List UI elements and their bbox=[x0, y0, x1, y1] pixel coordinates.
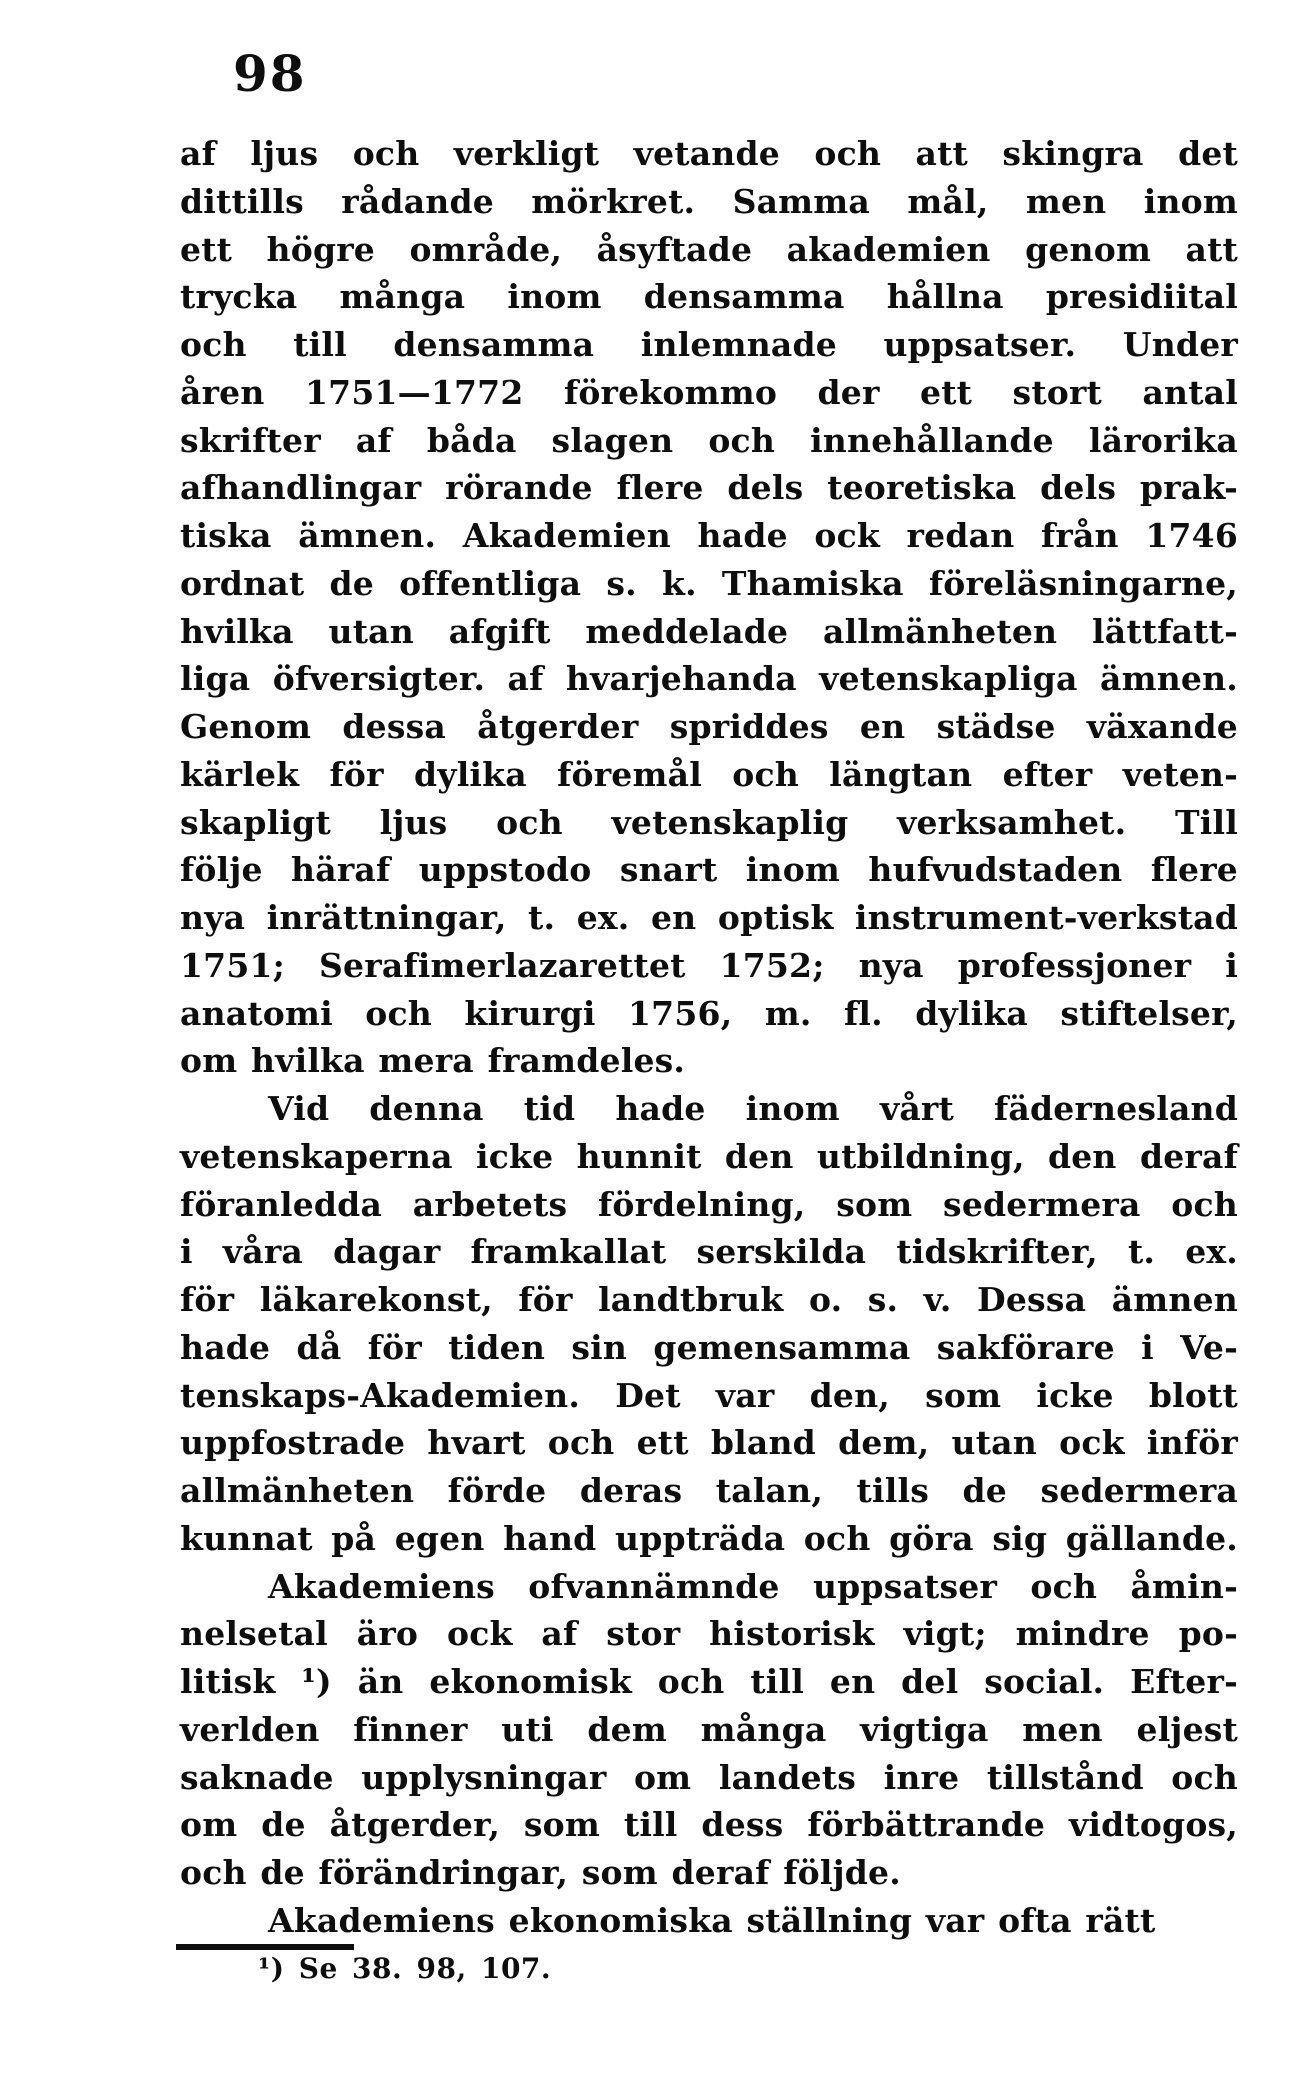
text-line: Vid denna tid hade inom vårt fädernesland bbox=[268, 1089, 1238, 1128]
text-line: 1751; Serafimerlazarettet 1752; nya professjoner i bbox=[180, 945, 1238, 985]
text-line: ett högre område, åsyftade akademien genom att bbox=[180, 229, 1238, 269]
text-line: för läkarekonst, för landtbruk o. s. v. Dessa ämnen bbox=[180, 1280, 1238, 1319]
text-line: Genom dessa åtgerder spriddes en städse växande bbox=[180, 707, 1238, 746]
text-line: saknade upplysningar om landets inre tillstånd och bbox=[180, 1757, 1238, 1797]
text-line: liga öfversigter. af hvarjehanda vetenskapliga ämnen. bbox=[180, 659, 1238, 699]
text-line: afhandlingar rörande flere dels teoretiska dels prak- bbox=[180, 468, 1238, 508]
text-line: kärlek för dylika föremål och längtan efter veten- bbox=[180, 754, 1238, 794]
footnote-rule bbox=[176, 1944, 354, 1950]
text-line: nya inrättningar, t. ex. en optisk instrument-verkstad bbox=[180, 898, 1238, 937]
text-line: tiska ämnen. Akademien hade ock redan från 1746 bbox=[180, 516, 1238, 555]
text-line: trycka många inom densamma hållna presidiital bbox=[180, 277, 1238, 317]
page-number: 98 bbox=[233, 44, 307, 103]
text-line: litisk ¹) än ekonomisk och till en del social. Efter- bbox=[180, 1662, 1238, 1701]
text-line: kunnat på egen hand uppträda och göra sig gällande. bbox=[180, 1518, 1238, 1558]
text-line: vetenskaperna icke hunnit den utbildning, den deraf bbox=[180, 1136, 1238, 1176]
text-line: och till densamma inlemnade uppsatser. Under bbox=[180, 325, 1238, 364]
text-line: skapligt ljus och vetenskaplig verksamhet. Till bbox=[180, 802, 1238, 842]
text-line: verlden finner uti dem många vigtiga men eljest bbox=[180, 1709, 1238, 1749]
text-line: allmänheten förde deras talan, tills de sedermera bbox=[180, 1471, 1238, 1510]
text-line: skrifter af båda slagen och innehållande lärorika bbox=[180, 420, 1238, 460]
text-line: tenskaps-Akademien. Det var den, som icke blott bbox=[180, 1375, 1238, 1415]
text-line: om de åtgerder, som till dess förbättrande vidtogos, bbox=[180, 1805, 1238, 1845]
text-line: Akademiens ekonomiska ställning var ofta rätt bbox=[268, 1900, 1156, 1940]
text-line: anatomi och kirurgi 1756, m. fl. dylika stiftelser, bbox=[180, 993, 1238, 1033]
text-line: följe häraf uppstodo snart inom hufvudstaden flere bbox=[180, 850, 1238, 890]
text-line: åren 1751—1772 förekommo der ett stort antal bbox=[180, 372, 1238, 412]
text-line: i våra dagar framkallat serskilda tidskrifter, t. ex. bbox=[180, 1232, 1238, 1272]
text-line: dittills rådande mörkret. Samma mål, men inom bbox=[180, 181, 1238, 221]
text-block bbox=[180, 130, 1238, 1945]
text-line: af ljus och verkligt vetande och att skingra det bbox=[180, 134, 1238, 173]
text-line: hade då för tiden sin gemensamma sakförare i Ve- bbox=[180, 1327, 1238, 1367]
text-line: hvilka utan afgift meddelade allmänheten lättfatt- bbox=[180, 611, 1238, 651]
text-line: uppfostrade hvart och ett bland dem, utan ock inför bbox=[180, 1423, 1238, 1463]
text-line: och de förändringar, som deraf följde. bbox=[180, 1853, 901, 1892]
text-line: Akademiens ofvannämnde uppsatser och åmin- bbox=[268, 1566, 1238, 1606]
text-line: om hvilka mera framdeles. bbox=[180, 1041, 686, 1081]
text-line: ordnat de offentliga s. k. Thamiska föreläsningarne, bbox=[180, 563, 1238, 603]
footnote: ¹) Se 38. 98, 107. bbox=[258, 1952, 552, 1985]
text-line: föranledda arbetets fördelning, som sedermera och bbox=[180, 1184, 1238, 1224]
text-line: nelsetal äro ock af stor historisk vigt; mindre po- bbox=[180, 1614, 1238, 1654]
